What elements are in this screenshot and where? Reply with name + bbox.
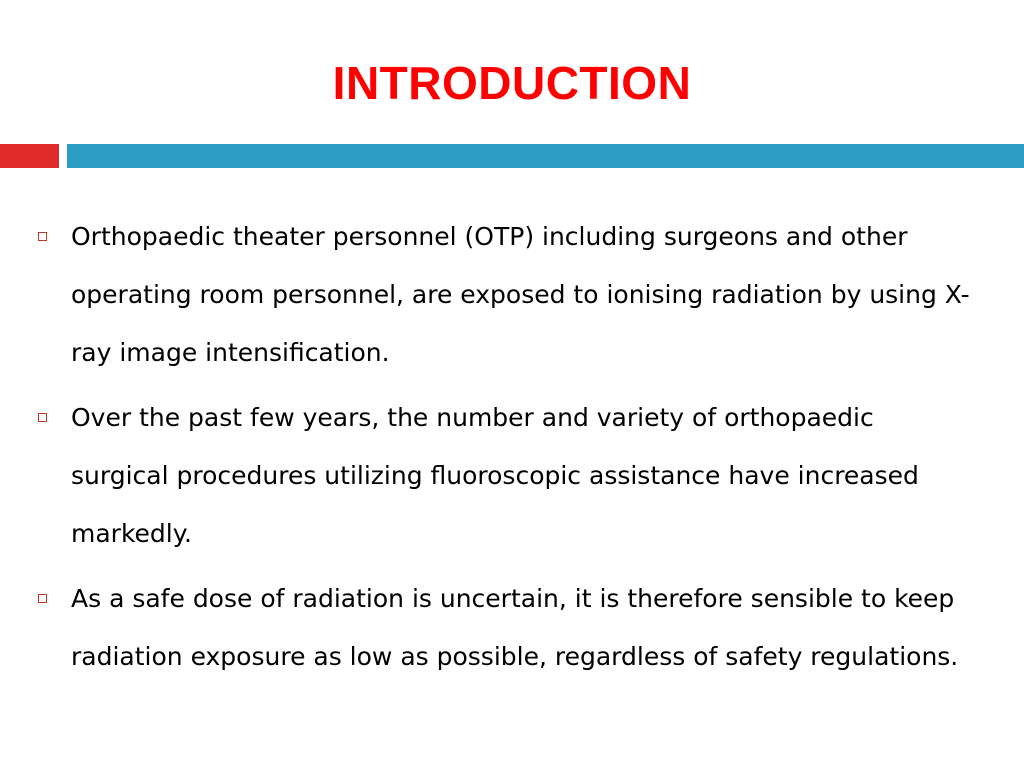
bullet-item — [38, 389, 978, 563]
bullet-item — [38, 570, 978, 686]
bullet-text: Over the past few years, the number and variety of orthopaedic surgical procedures utilizing fluoroscopic assistance have increased markedly. — [71, 403, 919, 548]
accent-bar-blue — [67, 144, 1024, 168]
hollow-square-icon — [38, 232, 47, 241]
bullet-text: Orthopaedic theater personnel (OTP) including surgeons and other operating room personnel, are exposed to ionising radiation by using X-ray image intensification. — [71, 222, 970, 367]
hollow-square-icon — [38, 413, 47, 422]
bullet-text: As a safe dose of radiation is uncertain, it is therefore sensible to keep radiation exposure as low as possible, regardless of safety regulations. — [71, 584, 959, 671]
hollow-square-icon — [38, 594, 47, 603]
bullet-item — [38, 208, 978, 382]
slide-title: INTRODUCTION — [332, 57, 692, 109]
bullet-list — [38, 208, 978, 693]
accent-bar-red — [0, 144, 59, 168]
